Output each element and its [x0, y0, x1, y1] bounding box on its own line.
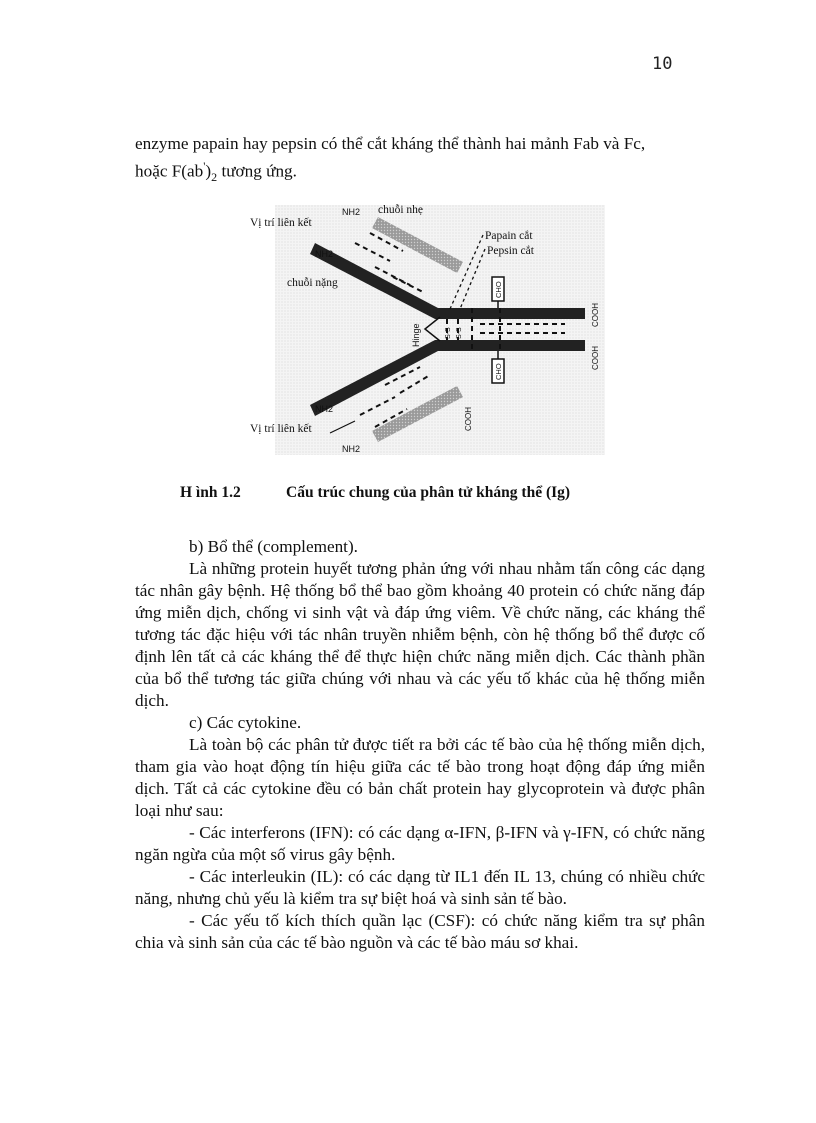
nh2-label-light-top: NH2: [342, 207, 361, 217]
intro-line-2-pre: hoặc F(ab: [135, 161, 204, 181]
nh2-label-heavy-top: NH2: [315, 249, 334, 259]
nh2-label-heavy-bottom: NH2: [315, 404, 334, 414]
page-number: 10: [652, 54, 673, 74]
nh2-label-light-bottom: NH2: [342, 444, 361, 454]
figure-number: H ình 1.2: [180, 484, 241, 501]
cytokine-item-il: - Các interleukin (IL): có các dạng từ IL1 đến IL 13, chúng có nhiều chức năng, nhưng chủ yếu là kiểm tra sự biệt hoá và sinh sản tế bào.: [135, 867, 705, 908]
intro-line-2-post: tương ứng.: [217, 161, 297, 181]
cooh-label-top: COOH: [591, 303, 600, 327]
cho-label-bottom: CHO: [494, 363, 503, 380]
intro-line-2: [135, 155, 705, 188]
intro-line-1: enzyme papain hay pepsin có thể cắt kháng thể thành hai mảnh Fab và Fc,: [135, 134, 646, 153]
antibody-diagram: [250, 204, 605, 455]
intro-text: [135, 133, 705, 188]
section-c-heading: c) Các cytokine.: [189, 713, 302, 732]
cytokine-item-ifn: - Các interferons (IFN): có các dạng α-IFN, β-IFN và γ-IFN, có chức năng ngăn ngừa của một số virus gây bệnh.: [135, 823, 705, 864]
section-b-paragraph: Là những protein huyết tương phản ứng với nhau nhằm tấn công các dạng tác nhân gây bệnh. Hệ thống bổ thể bao gồm khoảng 40 protein có chức năng đáp ứng miễn dịch, chống vi sinh vật và đáp ứng viêm. Về chức năng, các kháng thể tương tác đặc hiệu với tác nhân truyền nhiễm bệnh, còn hệ thống bổ thể được cố định lên tất cả các kháng thể để thực hiện chức năng miễn dịch. Các thành phần của bổ thể tương tác giữa chúng với nhau và các yếu tố khác của hệ thống miễn dịch.: [135, 559, 705, 710]
label-papain: Papain cắt: [485, 230, 533, 242]
hinge-label: Hinge: [411, 323, 421, 347]
cytokine-item-csf: - Các yếu tố kích thích quần lạc (CSF): có chức năng kiểm tra sự phân chia và sinh sản của các tế bào nguồn và các tế bào máu sơ khai.: [135, 911, 705, 952]
label-heavy-chain: chuỗi nặng: [287, 277, 338, 289]
section-c-paragraph: Là toàn bộ các phân tử được tiết ra bởi các tế bào của hệ thống miễn dịch, tham gia vào hoạt động tín hiệu giữa các tế bào trong hoạt động đáp ứng miễn dịch. Tất cả các cytokine đều có bản chất protein hay glycoprotein và được phân loại như sau:: [135, 735, 705, 820]
label-pepsin: Pepsin cắt: [487, 245, 534, 257]
diagram-background: [275, 205, 605, 455]
body-text: [135, 536, 705, 954]
intro-line-2-sup: ': [203, 159, 206, 173]
figure-caption: [180, 484, 570, 502]
figure-title: Cấu trúc chung của phân tử kháng thể (Ig): [286, 484, 571, 501]
cooh-label-bottom: COOH: [591, 346, 600, 370]
cooh-label-light-bottom: COOH: [464, 407, 473, 431]
intro-line-2-sub: 2: [211, 170, 218, 185]
label-binding-site-bottom: Vị trí liên kết: [250, 423, 312, 435]
ss-label-1: S-S: [445, 327, 452, 339]
label-light-chain: chuỗi nhẹ: [378, 204, 424, 216]
label-binding-site-top: Vị trí liên kết: [250, 217, 312, 229]
cho-label-top: CHO: [494, 281, 503, 298]
intro-line-2-mid: ): [205, 161, 212, 181]
ss-label-2: S-S: [456, 327, 463, 339]
section-b-heading: b) Bổ thể (complement).: [189, 537, 358, 556]
